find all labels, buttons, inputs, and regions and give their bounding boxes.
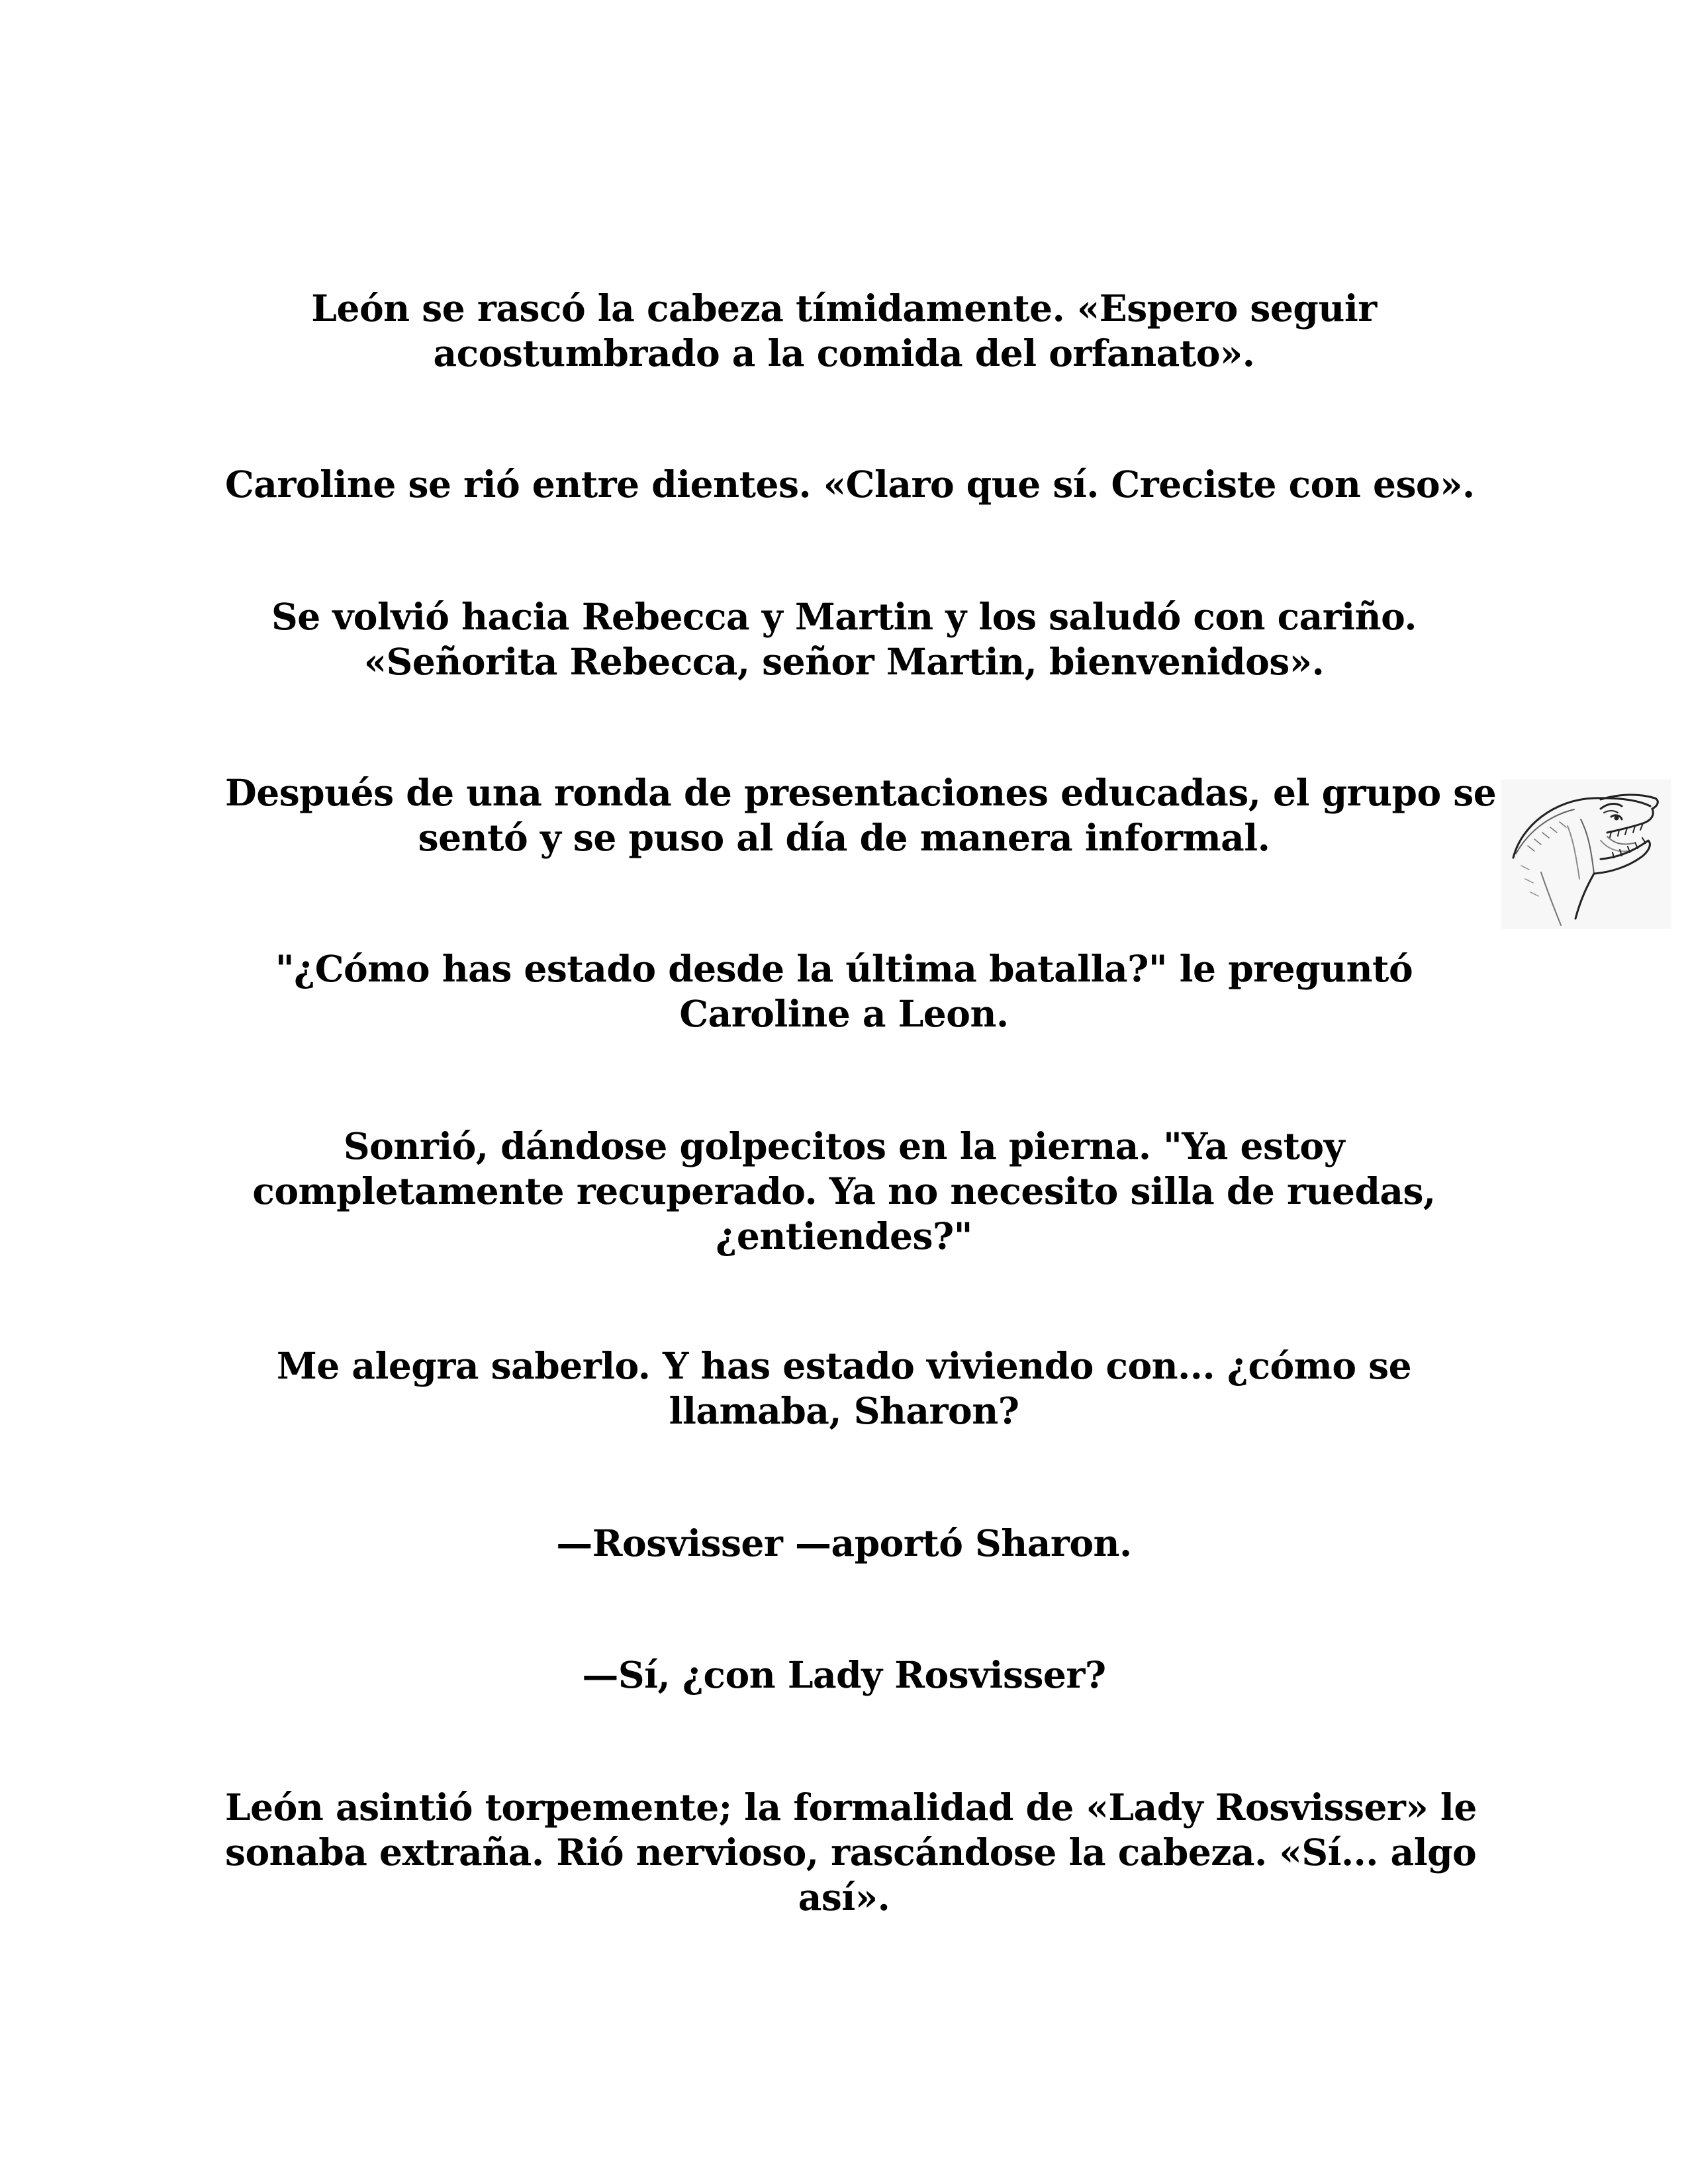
paragraph-line: "¿Cómo has estado desde la última batalla?" le preguntó	[275, 947, 1413, 990]
paragraph-line: Me alegra saberlo. Y has estado viviendo con... ¿cómo se	[276, 1344, 1412, 1387]
paragraph-line: así».	[798, 1876, 890, 1919]
paragraph-8	[225, 1521, 1463, 1566]
paragraph-line: ¿entiendes?"	[716, 1214, 972, 1257]
paragraph-line: —Rosvisser —aportó Sharon.	[556, 1522, 1132, 1565]
paragraph-5	[225, 946, 1463, 1036]
paragraph-line: acostumbrado a la comida del orfanato».	[433, 332, 1255, 375]
dinosaur-head-sketch-icon	[1501, 780, 1671, 929]
paragraph-4	[225, 770, 1497, 860]
paragraph-line: Después de una ronda de presentaciones educadas, el grupo se	[225, 771, 1497, 814]
paragraph-line: completamente recuperado. Ya no necesito silla de ruedas,	[252, 1169, 1436, 1212]
paragraph-6	[225, 1124, 1463, 1259]
paragraph-line: «Señorita Rebecca, señor Martin, bienvenidos».	[363, 640, 1325, 683]
paragraph-line: Sonrió, dándose golpecitos en la pierna. "Ya estoy	[343, 1124, 1345, 1167]
paragraph-3	[225, 594, 1463, 684]
paragraph-10	[225, 1785, 1477, 1920]
paragraph-line: León asintió torpemente; la formalidad de «Lady Rosvisser» le	[225, 1786, 1477, 1829]
paragraph-line: sonaba extraña. Rió nervioso, rascándose la cabeza. «Sí... algo	[225, 1831, 1477, 1874]
paragraph-2	[225, 462, 1475, 507]
paragraph-line: León se rascó la cabeza tímidamente. «Espero seguir	[311, 287, 1377, 330]
paragraph-line: Se volvió hacia Rebecca y Martin y los saludó con cariño.	[271, 595, 1417, 638]
paragraph-9	[225, 1653, 1463, 1698]
paragraph-line: sentó y se puso al día de manera informal.	[418, 816, 1270, 859]
paragraph-7	[225, 1343, 1463, 1433]
paragraph-line: —Sí, ¿con Lady Rosvisser?	[582, 1653, 1106, 1696]
paragraph-line: Caroline a Leon.	[679, 992, 1009, 1035]
paragraph-line: llamaba, Sharon?	[669, 1389, 1019, 1432]
paragraph-line: Caroline se rió entre dientes. «Claro que sí. Creciste con eso».	[225, 463, 1475, 506]
paragraph-1	[225, 286, 1463, 376]
